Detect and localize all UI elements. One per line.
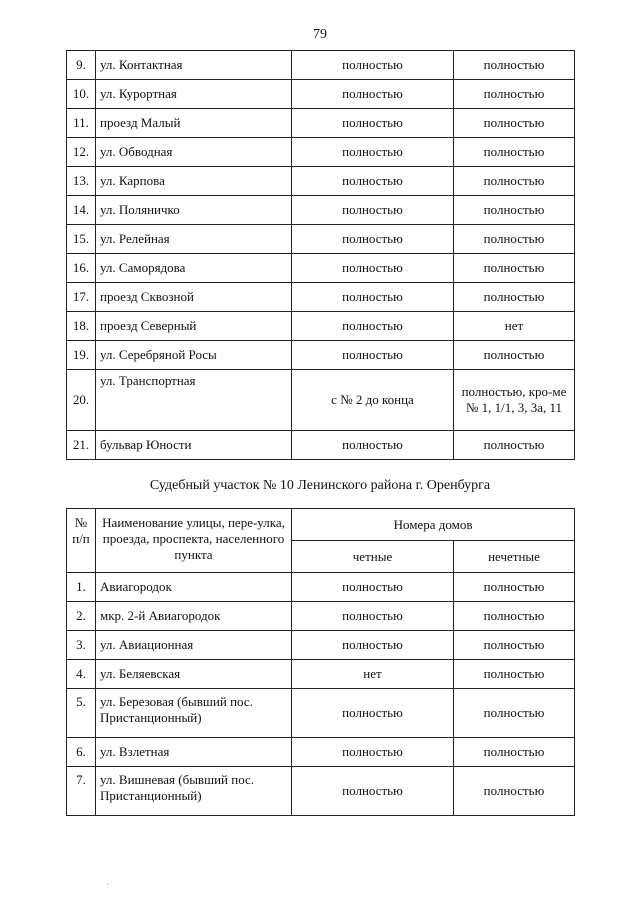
street-name: ул. Взлетная [96, 738, 292, 767]
row-number: 4. [67, 660, 96, 689]
street-name: ул. Березовая (бывший пос. Пристанционный) [96, 689, 292, 738]
table-row [67, 341, 575, 370]
street-name: ул. Релейная [96, 225, 292, 254]
even-houses: полностью [292, 689, 454, 738]
street-name: бульвар Юности [96, 431, 292, 460]
header-street-name: Наименование улицы, пере-улка, проезда, проспекта, населенного пункта [96, 509, 292, 573]
even-houses: полностью [292, 254, 454, 283]
odd-houses: полностью [454, 283, 575, 312]
street-name: проезд Малый [96, 109, 292, 138]
table-row [67, 631, 575, 660]
row-number: 2. [67, 602, 96, 631]
street-name: ул. Серебряной Росы [96, 341, 292, 370]
street-name: ул. Поляничко [96, 196, 292, 225]
row-number: 14. [67, 196, 96, 225]
header-house-numbers: Номера домов [292, 509, 575, 541]
court-table-body [67, 573, 575, 816]
row-number: 19. [67, 341, 96, 370]
table-row [67, 138, 575, 167]
header-odd: нечетные [454, 541, 575, 573]
even-houses: полностью [292, 573, 454, 602]
odd-houses: полностью [454, 109, 575, 138]
street-name: проезд Северный [96, 312, 292, 341]
table-row [67, 660, 575, 689]
even-houses: полностью [292, 631, 454, 660]
even-houses: полностью [292, 767, 454, 816]
odd-houses: полностью [454, 138, 575, 167]
table-row [67, 370, 575, 431]
row-number: 20. [67, 370, 96, 431]
even-houses: полностью [292, 167, 454, 196]
street-name: ул. Транспортная [96, 370, 292, 431]
even-houses: нет [292, 660, 454, 689]
row-number: 9. [67, 51, 96, 80]
streets-table-body [67, 51, 575, 460]
street-name: ул. Контактная [96, 51, 292, 80]
street-name: ул. Курортная [96, 80, 292, 109]
table-row [67, 767, 575, 816]
even-houses: полностью [292, 225, 454, 254]
header-even: четные [292, 541, 454, 573]
row-number: 3. [67, 631, 96, 660]
odd-houses: полностью [454, 51, 575, 80]
street-name: ул. Вишневая (бывший пос. Пристанционный) [96, 767, 292, 816]
street-name: ул. Обводная [96, 138, 292, 167]
street-name: ул. Карпова [96, 167, 292, 196]
row-number: 18. [67, 312, 96, 341]
row-number: 7. [67, 767, 96, 816]
header-row [67, 509, 575, 541]
table-row [67, 225, 575, 254]
odd-houses: полностью [454, 602, 575, 631]
even-houses: полностью [292, 431, 454, 460]
even-houses: полностью [292, 738, 454, 767]
even-houses: полностью [292, 80, 454, 109]
even-houses: полностью [292, 283, 454, 312]
street-name: Авиагородок [96, 573, 292, 602]
row-number: 1. [67, 573, 96, 602]
table-row [67, 602, 575, 631]
street-name: мкр. 2-й Авиагородок [96, 602, 292, 631]
table-row [67, 312, 575, 341]
table-row [67, 689, 575, 738]
even-houses: с № 2 до конца [292, 370, 454, 431]
table-row [67, 196, 575, 225]
odd-houses: полностью [454, 431, 575, 460]
odd-houses: полностью [454, 225, 575, 254]
row-number: 6. [67, 738, 96, 767]
odd-houses: полностью, кро-ме № 1, 1/1, 3, 3а, 11 [454, 370, 575, 431]
odd-houses: полностью [454, 738, 575, 767]
street-name: ул. Саморядова [96, 254, 292, 283]
table-row [67, 109, 575, 138]
odd-houses: полностью [454, 631, 575, 660]
header-number: № п/п [67, 509, 96, 573]
streets-table-continued [66, 50, 575, 460]
even-houses: полностью [292, 109, 454, 138]
section-title: Судебный участок № 10 Ленинского района г. Оренбурга [149, 478, 491, 493]
even-houses: полностью [292, 341, 454, 370]
scan-speck [107, 884, 108, 885]
even-houses: полностью [292, 196, 454, 225]
table-row [67, 738, 575, 767]
table-row [67, 51, 575, 80]
odd-houses: полностью [454, 167, 575, 196]
row-number: 16. [67, 254, 96, 283]
odd-houses: полностью [454, 196, 575, 225]
odd-houses: нет [454, 312, 575, 341]
table-row [67, 80, 575, 109]
even-houses: полностью [292, 312, 454, 341]
odd-houses: полностью [454, 341, 575, 370]
street-name: ул. Беляевская [96, 660, 292, 689]
table-row [67, 254, 575, 283]
table-row [67, 167, 575, 196]
row-number: 12. [67, 138, 96, 167]
odd-houses: полностью [454, 254, 575, 283]
court-district-10-table [66, 508, 575, 816]
odd-houses: полностью [454, 660, 575, 689]
odd-houses: полностью [454, 80, 575, 109]
row-number: 10. [67, 80, 96, 109]
row-number: 13. [67, 167, 96, 196]
odd-houses: полностью [454, 767, 575, 816]
table-row [67, 283, 575, 312]
street-name: проезд Сквозной [96, 283, 292, 312]
even-houses: полностью [292, 602, 454, 631]
table-row [67, 573, 575, 602]
row-number: 15. [67, 225, 96, 254]
row-number: 17. [67, 283, 96, 312]
even-houses: полностью [292, 51, 454, 80]
even-houses: полностью [292, 138, 454, 167]
row-number: 11. [67, 109, 96, 138]
street-name: ул. Авиационная [96, 631, 292, 660]
page-number: 79 [313, 27, 327, 42]
odd-houses: полностью [454, 689, 575, 738]
row-number: 21. [67, 431, 96, 460]
row-number: 5. [67, 689, 96, 738]
table-row [67, 431, 575, 460]
odd-houses: полностью [454, 573, 575, 602]
